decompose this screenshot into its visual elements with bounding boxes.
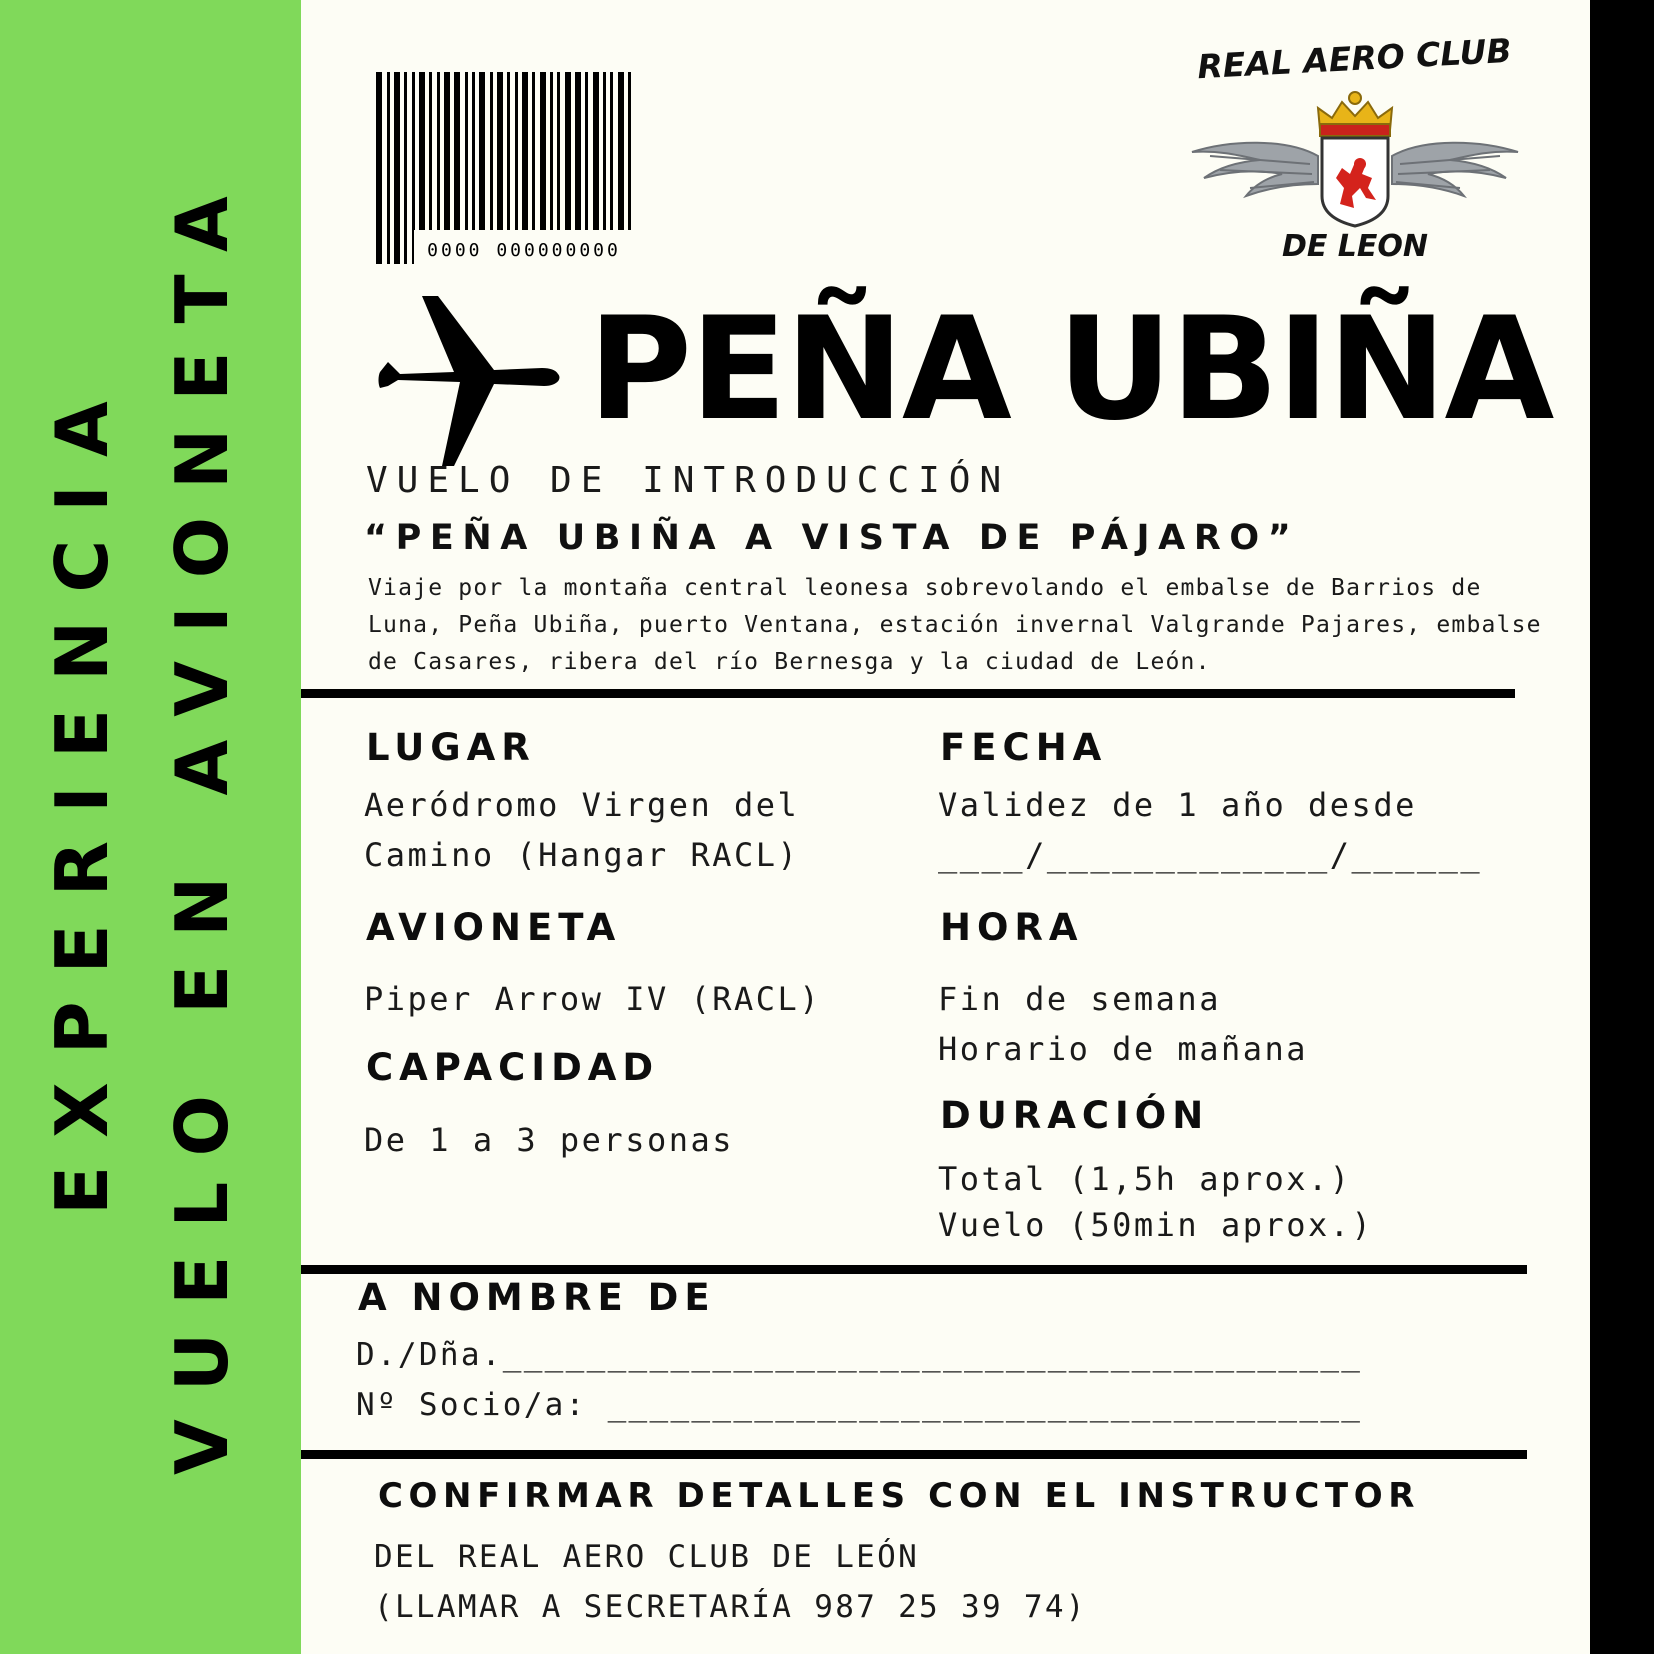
real-aero-club-logo	[1190, 28, 1520, 278]
right-border	[1590, 0, 1654, 1654]
holder-fields	[356, 1330, 1362, 1430]
duracion-line: Total (1,5h aprox.)	[938, 1160, 1352, 1198]
confirm-label: CONFIRMAR DETALLES CON EL INSTRUCTOR	[378, 1476, 1421, 1516]
barcode-digits: 0000 000000000	[427, 240, 621, 261]
hora-line: Horario de mañana	[938, 1030, 1309, 1068]
confirm-phone-line: (LLAMAR A SECRETARÍA 987 25 39 74)	[374, 1589, 1087, 1625]
quote-title: “PEÑA UBIÑA A VISTA DE PÁJARO”	[364, 518, 1300, 558]
winged-crest-icon	[1192, 92, 1518, 226]
duracion-line: Vuelo (50min aprox.)	[938, 1206, 1374, 1244]
side-text-vuelo-en-avioneta: VUELO EN AVIONETA	[160, 168, 244, 1475]
lugar-label: LUGAR	[366, 726, 536, 769]
divider-top	[301, 689, 1515, 698]
confirm-details	[374, 1532, 1087, 1632]
description	[368, 570, 1568, 681]
logo-bottom-text: DE LEON	[1281, 229, 1429, 264]
description-line: Viaje por la montaña central leonesa sobrevolando el embalse de Barrios de	[368, 575, 1482, 601]
avioneta-label: AVIONETA	[366, 906, 622, 949]
logo-top-text: REAL AERO CLUB	[1196, 30, 1513, 87]
avioneta-value: Piper Arrow IV (RACL)	[364, 980, 822, 1018]
lugar-line: Camino (Hangar RACL)	[364, 836, 800, 874]
description-line: de Casares, ribera del río Bernesga y la ciudad de León.	[368, 649, 1211, 675]
fecha-value	[938, 780, 1482, 880]
fecha-label: FECHA	[940, 726, 1108, 769]
duracion-value	[938, 1156, 1373, 1248]
fecha-line: Validez de 1 año desde	[938, 786, 1417, 824]
barcode-icon	[376, 72, 672, 264]
page-title: PEÑA UBIÑA	[588, 287, 1553, 452]
divider-bottom	[301, 1450, 1527, 1459]
holder-name-line: D./Dña._________________________________________	[356, 1337, 1363, 1373]
description-line: Luna, Peña Ubiña, puerto Ventana, estación invernal Valgrande Pajares, embalse	[368, 612, 1542, 638]
lugar-value	[364, 780, 799, 880]
side-text-experiencia: EXPERIENCIA	[40, 373, 124, 1215]
capacidad-label: CAPACIDAD	[366, 1046, 660, 1089]
hora-label: HORA	[940, 906, 1084, 949]
airplane-icon	[376, 290, 562, 470]
divider-middle	[301, 1265, 1527, 1274]
lugar-line: Aeródromo Virgen del	[364, 786, 800, 824]
hora-line: Fin de semana	[938, 980, 1221, 1018]
fecha-blank-line: ____/_____________/______	[938, 836, 1483, 874]
capacidad-value: De 1 a 3 personas	[364, 1121, 735, 1159]
holder-label: A NOMBRE DE	[358, 1276, 716, 1319]
holder-member-line: Nº Socio/a: ____________________________________	[356, 1387, 1363, 1423]
hora-value	[938, 974, 1308, 1074]
duracion-label: DURACIÓN	[940, 1094, 1210, 1137]
confirm-line: DEL REAL AERO CLUB DE LEÓN	[374, 1539, 920, 1575]
subtitle: VUELO DE INTRODUCCIÓN	[366, 460, 1011, 501]
